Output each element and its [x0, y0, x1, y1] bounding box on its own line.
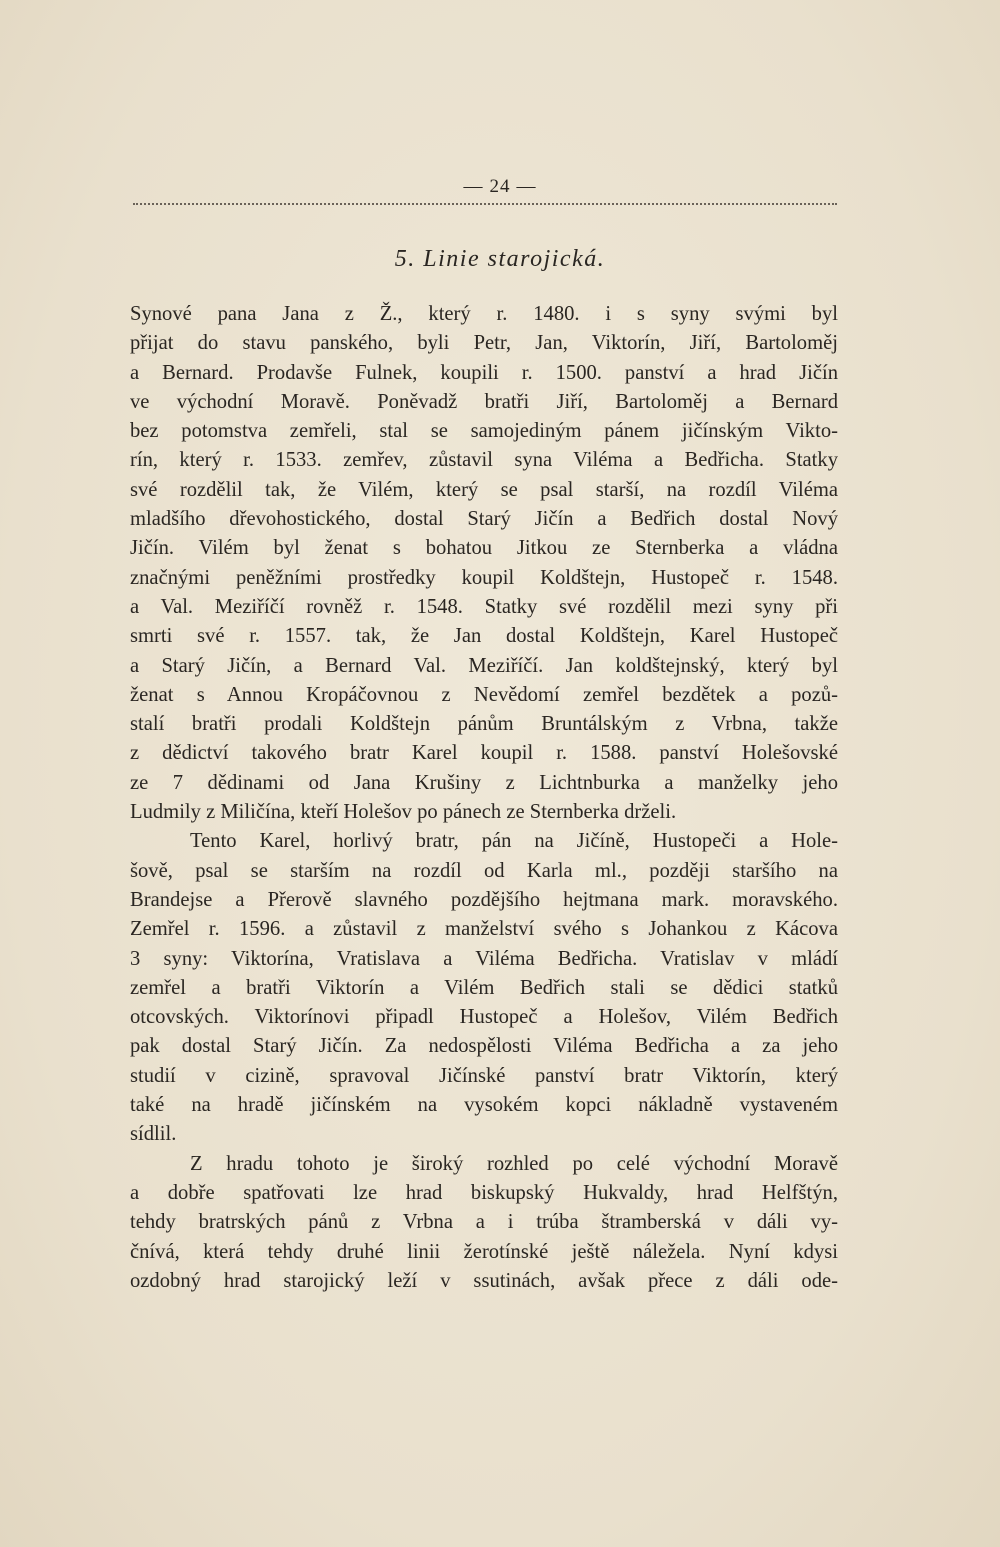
- text-line: Tento Karel, horlivý bratr, pán na Jičíně, Hustopeči a Hole-: [190, 830, 838, 853]
- text-line: otcovských. Viktorínovi připadl Hustopeč a Holešov, Vilém Bedřich: [130, 1006, 838, 1029]
- page-number-dash-left: —: [463, 176, 484, 197]
- body-text: [130, 300, 838, 1296]
- page-number-dash-right: —: [516, 176, 537, 197]
- text-line: smrti své r. 1557. tak, že Jan dostal Koldštejn, Karel Hustopeč: [130, 625, 838, 648]
- text-line: tehdy bratrských pánů z Vrbna a i trúba štramberská v dáli vy-: [130, 1211, 838, 1234]
- text-line: Jičín. Vilém byl ženat s bohatou Jitkou ze Sternberka a vládna: [130, 537, 838, 560]
- text-line: Brandejse a Přerově slavného pozdějšího hejtmana mark. moravského.: [130, 888, 838, 911]
- text-line: a Val. Meziříčí rovněž r. 1548. Statky své rozdělil mezi syny při: [130, 595, 838, 618]
- text-line: a dobře spatřovati lze hrad biskupský Hukvaldy, hrad Helfštýn,: [130, 1181, 838, 1204]
- text-line: zemřel a bratři Viktorín a Vilém Bedřich stali se dědici statků: [130, 976, 838, 999]
- header-dotted-rule: [133, 203, 837, 205]
- section-title: 5. Linie starojická.: [394, 246, 606, 272]
- text-line: Z hradu tohoto je široký rozhled po celé východní Moravě: [190, 1152, 838, 1175]
- text-line: ze 7 dědinami od Jana Krušiny z Lichtnburka a manželky jeho: [130, 771, 838, 794]
- text-line: Ludmily z Miličína, kteří Holešov po pánech ze Sternberka drželi.: [130, 801, 677, 824]
- text-line: stalí bratři prodali Koldštejn pánům Bruntálským z Vrbna, takže: [130, 713, 838, 736]
- text-line: 3 syny: Viktorína, Vratislava a Viléma Bedřicha. Vratislav v mládí: [130, 947, 838, 970]
- text-line: ozdobný hrad starojický leží v ssutinách, avšak přece z dáli ode-: [130, 1269, 838, 1292]
- page-number: [0, 176, 1000, 198]
- text-line: přijat do stavu panského, byli Petr, Jan, Viktorín, Jiří, Bartoloměj: [130, 332, 838, 355]
- text-line: šově, psal se starším na rozdíl od Karla ml., později staršího na: [130, 859, 838, 882]
- text-line: značnými peněžními prostředky koupil Koldštejn, Hustopeč r. 1548.: [130, 566, 838, 589]
- text-line: ve východní Moravě. Poněvadž bratři Jiří, Bartoloměj a Bernard: [130, 390, 838, 413]
- text-line: čnívá, která tehdy druhé linii žerotínské ještě náležela. Nyní kdysi: [130, 1240, 838, 1263]
- text-line: rín, který r. 1533. zemřev, zůstavil syna Viléma a Bedřicha. Statky: [130, 449, 838, 472]
- text-line: sídlil.: [130, 1123, 177, 1146]
- text-line: pak dostal Starý Jičín. Za nedospělosti Viléma Bedřicha a za jeho: [130, 1035, 838, 1058]
- text-line: a Starý Jičín, a Bernard Val. Meziříčí. Jan koldštejnský, který byl: [130, 654, 838, 677]
- text-line: bez potomstva zemřeli, stal se samojediným pánem jičínským Vikto-: [130, 420, 838, 443]
- text-line: své rozdělil tak, že Vilém, který se psal starší, na rozdíl Viléma: [130, 478, 838, 501]
- text-line: a Bernard. Prodavše Fulnek, koupili r. 1500. panství a hrad Jičín: [130, 361, 838, 384]
- text-line: Zemřel r. 1596. a zůstavil z manželství svého s Johankou z Kácova: [130, 918, 838, 941]
- text-line: z dědictví takového bratr Karel koupil r. 1588. panství Holešovské: [130, 742, 838, 765]
- text-line: také na hradě jičínském na vysokém kopci nákladně vystaveném: [130, 1094, 838, 1117]
- page-number-value: 24: [489, 176, 511, 197]
- text-line: Synové pana Jana z Ž., který r. 1480. i s syny svými byl: [130, 303, 838, 325]
- text-line: studií v cizině, spravoval Jičínské panství bratr Viktorín, který: [130, 1064, 838, 1087]
- text-line: ženat s Annou Kropáčovnou z Nevědomí zemřel bezdětek a pozů-: [130, 683, 838, 706]
- text-line: mladšího dřevohostického, dostal Starý Jičín a Bedřich dostal Nový: [130, 508, 838, 531]
